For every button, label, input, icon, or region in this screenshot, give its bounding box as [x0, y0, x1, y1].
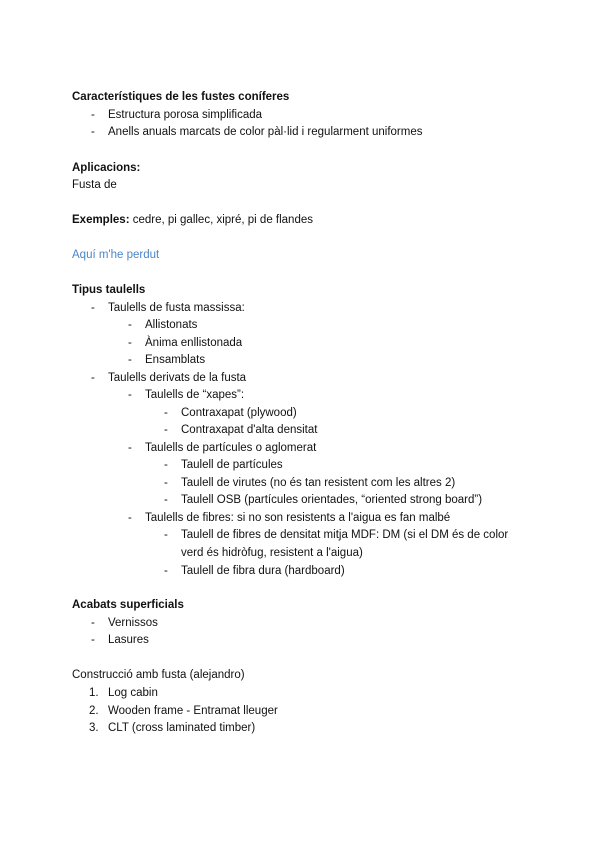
list-item: Taulell de fibres de densitat mitja MDF: DM (si el DM és de color — [181, 529, 509, 541]
examples-label: Exemples: — [72, 214, 130, 226]
applications-text: Fusta de — [72, 179, 117, 191]
list-item: Taulells de fibres: si no son resistents a l'aigua es fan malbé — [145, 512, 451, 524]
bullet-dash: - — [164, 494, 168, 506]
list-item: Ànima enllistonada — [145, 337, 243, 349]
bullet-dash: - — [128, 512, 132, 524]
conifers-heading: Característiques de les fustes coníferes — [72, 91, 290, 103]
construction-heading: Construcció amb fusta (alejandro) — [72, 669, 245, 681]
bullet-dash: - — [91, 126, 95, 138]
list-number: 2. — [89, 705, 99, 717]
bullet-dash: - — [128, 442, 132, 454]
list-item: Estructura porosa simplificada — [108, 109, 263, 121]
list-item: Taulells de “xapes”: — [145, 389, 245, 401]
list-item-continuation: verd és hidròfug, resistent a l'aigua) — [181, 547, 363, 559]
bullet-dash: - — [164, 407, 168, 419]
list-item: CLT (cross laminated timber) — [108, 722, 256, 734]
bullet-dash: - — [128, 354, 132, 366]
list-item: Contraxapat (plywood) — [181, 407, 297, 419]
list-item: Allistonats — [145, 319, 198, 331]
list-item: Vernissos — [108, 617, 158, 629]
list-item: Taulells derivats de la fusta — [108, 372, 247, 384]
bullet-dash: - — [164, 477, 168, 489]
applications-heading: Aplicacions: — [72, 162, 141, 174]
list-item: Anells anuals marcats de color pàl·lid i regularment uniformes — [108, 126, 423, 138]
examples-line — [72, 212, 313, 228]
list-number: 3. — [89, 722, 99, 734]
boards-heading: Tipus taulells — [72, 284, 146, 296]
list-item: Taulell de virutes (no és tan resistent com les altres 2) — [181, 477, 456, 489]
list-item: Taulell de partícules — [181, 459, 283, 471]
list-item: Taulell OSB (partícules orientades, “oriented strong board”) — [181, 494, 483, 506]
bullet-dash: - — [91, 302, 95, 314]
bullet-dash: - — [164, 459, 168, 471]
list-item: Log cabin — [108, 687, 158, 699]
bullet-dash: - — [91, 634, 95, 646]
lost-link[interactable]: Aquí m'he perdut — [72, 249, 160, 261]
examples-text: cedre, pi gallec, xipré, pi de flandes — [129, 214, 313, 226]
bullet-dash: - — [164, 565, 168, 577]
bullet-dash: - — [91, 372, 95, 384]
bullet-dash: - — [91, 617, 95, 629]
bullet-dash: - — [128, 319, 132, 331]
bullet-dash: - — [128, 389, 132, 401]
list-item: Wooden frame - Entramat lleuger — [108, 705, 278, 717]
list-item: Taulell de fibra dura (hardboard) — [181, 565, 345, 577]
bullet-dash: - — [164, 424, 168, 436]
bullet-dash: - — [91, 109, 95, 121]
list-item: Taulells de fusta massissa: — [108, 302, 245, 314]
bullet-dash: - — [164, 529, 168, 541]
list-number: 1. — [89, 687, 99, 699]
list-item: Ensamblats — [145, 354, 206, 366]
finishes-heading: Acabats superficials — [72, 599, 184, 611]
list-item: Taulells de partícules o aglomerat — [145, 442, 317, 454]
list-item: Contraxapat d'alta densitat — [181, 424, 318, 436]
list-item: Lasures — [108, 634, 149, 646]
bullet-dash: - — [128, 337, 132, 349]
